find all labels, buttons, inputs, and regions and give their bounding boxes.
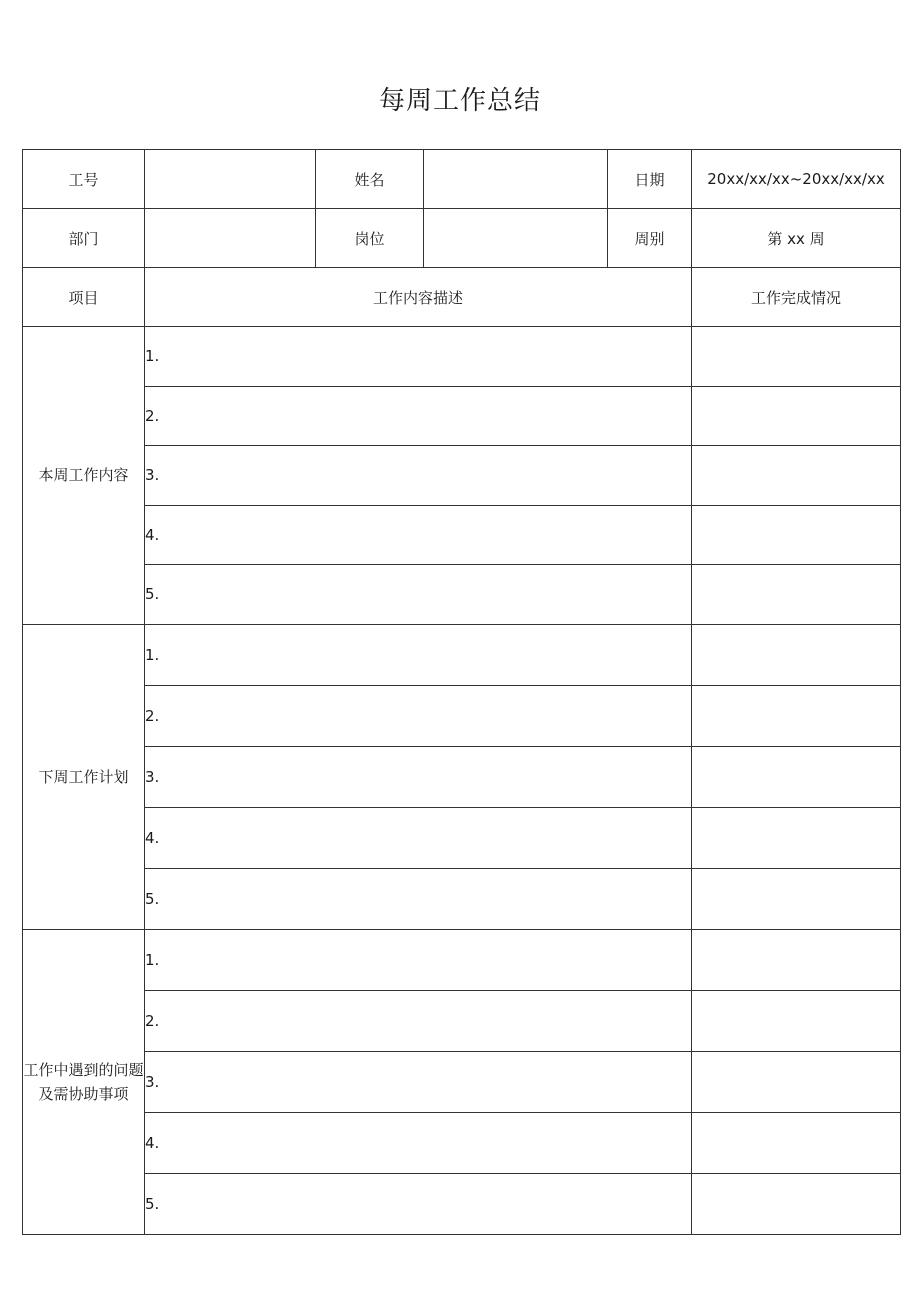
item-description-cell[interactable]: 3.: [145, 1051, 692, 1112]
employee-id-label: 工号: [23, 150, 145, 209]
item-status-cell[interactable]: [692, 990, 901, 1051]
table-row: [23, 565, 901, 625]
section-label-this-week: 本周工作内容: [23, 327, 145, 625]
item-status-cell[interactable]: [692, 446, 901, 506]
item-status-cell[interactable]: [692, 565, 901, 625]
description-column-header: 工作内容描述: [145, 268, 692, 327]
item-description-cell[interactable]: 3.: [145, 746, 692, 807]
item-status-cell[interactable]: [692, 746, 901, 807]
item-description-cell[interactable]: 1.: [145, 624, 692, 685]
table-row: [23, 685, 901, 746]
item-status-cell[interactable]: [692, 1051, 901, 1112]
item-description-cell[interactable]: 5.: [145, 868, 692, 929]
item-status-cell[interactable]: [692, 1112, 901, 1173]
item-status-cell[interactable]: [692, 505, 901, 565]
item-description-cell[interactable]: 2.: [145, 685, 692, 746]
item-column-header: 项目: [23, 268, 145, 327]
item-status-cell[interactable]: [692, 685, 901, 746]
name-field[interactable]: [424, 150, 608, 209]
item-status-cell[interactable]: [692, 868, 901, 929]
employee-id-field[interactable]: [145, 150, 316, 209]
weekly-summary-table: [22, 149, 901, 1235]
table-row: [23, 746, 901, 807]
item-status-cell[interactable]: [692, 386, 901, 446]
table-row: [23, 868, 901, 929]
date-field[interactable]: 20xx/xx/xx~20xx/xx/xx: [692, 150, 901, 209]
item-status-cell[interactable]: [692, 624, 901, 685]
table-row: [23, 386, 901, 446]
item-description-cell[interactable]: 4.: [145, 1112, 692, 1173]
table-row: [23, 327, 901, 387]
item-description-cell[interactable]: 4.: [145, 807, 692, 868]
position-label: 岗位: [316, 209, 424, 268]
item-status-cell[interactable]: [692, 929, 901, 990]
item-description-cell[interactable]: 1.: [145, 327, 692, 387]
table-row: [23, 807, 901, 868]
date-label: 日期: [608, 150, 692, 209]
position-field[interactable]: [424, 209, 608, 268]
table-row: [23, 624, 901, 685]
item-description-cell[interactable]: 4.: [145, 505, 692, 565]
item-description-cell[interactable]: 2.: [145, 990, 692, 1051]
item-description-cell[interactable]: 5.: [145, 565, 692, 625]
department-label: 部门: [23, 209, 145, 268]
item-status-cell[interactable]: [692, 327, 901, 387]
item-description-cell[interactable]: 1.: [145, 929, 692, 990]
item-description-cell[interactable]: 2.: [145, 386, 692, 446]
item-status-cell[interactable]: [692, 807, 901, 868]
table-row: [23, 505, 901, 565]
item-description-cell[interactable]: 3.: [145, 446, 692, 506]
table-row: [23, 1051, 901, 1112]
status-column-header: 工作完成情况: [692, 268, 901, 327]
department-field[interactable]: [145, 209, 316, 268]
week-field[interactable]: 第 xx 周: [692, 209, 901, 268]
table-row: [23, 990, 901, 1051]
item-status-cell[interactable]: [692, 1173, 901, 1234]
item-description-cell[interactable]: 5.: [145, 1173, 692, 1234]
section-label-issues: 工作中遇到的问题及需协助事项: [23, 929, 145, 1234]
table-row: [23, 1173, 901, 1234]
section-label-next-week: 下周工作计划: [23, 624, 145, 929]
week-label: 周别: [608, 209, 692, 268]
table-row: [23, 446, 901, 506]
table-row: [23, 929, 901, 990]
table-row: [23, 1112, 901, 1173]
name-label: 姓名: [316, 150, 424, 209]
page-title: 每周工作总结: [378, 86, 541, 116]
